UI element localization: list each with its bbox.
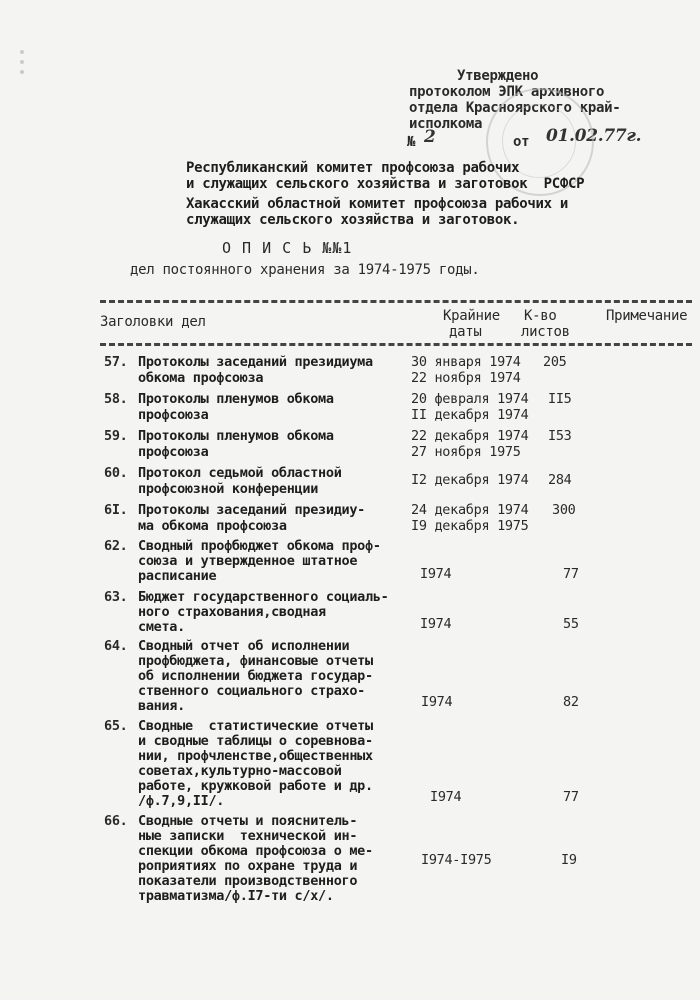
row-title-line: Сводный профбюджет обкома проф-: [138, 538, 381, 554]
row-title-line: ные записки технической ин-: [138, 828, 358, 844]
row-title-line: ма обкома профсоюза: [138, 518, 287, 534]
row-title-line: Протокол седьмой областной: [138, 465, 342, 481]
approval-date-prefix: от: [513, 134, 530, 150]
row-sheet-count: 284: [548, 472, 572, 488]
row-title-line: ного страхования,сводная: [138, 604, 326, 620]
row-title-line: ственного социального страхо-: [138, 683, 366, 699]
row-number: 60.: [104, 465, 128, 481]
row-date-line: 22 ноября 1974: [411, 370, 521, 386]
row-date-line: II декабря 1974: [411, 407, 529, 423]
approval-number-prefix: №: [407, 134, 416, 150]
row-title-line: спекции обкома профсоюза о ме-: [138, 843, 373, 859]
row-title-line: Протоколы пленумов обкома: [138, 391, 334, 407]
row-sheet-count: 300: [552, 502, 576, 518]
row-sheet-count: I53: [548, 428, 572, 444]
org-line-3: Хакасский областной комитет профсоюза рабочих и: [186, 196, 569, 212]
row-title-line: профсоюза: [138, 444, 209, 460]
row-date-line: I9 декабря 1975: [411, 518, 529, 534]
row-date-line: 20 февраля 1974: [411, 391, 529, 407]
document-subtitle: дел постоянного хранения за 1974-1975 годы.: [130, 262, 480, 278]
header-count-1: К-во: [524, 308, 557, 324]
margin-pencil-marks: [14, 44, 54, 90]
row-title-line: профбюджета, финансовые отчеты: [138, 653, 373, 669]
row-title-line: об исполнении бюджета государ-: [138, 668, 373, 684]
row-date-line: 24 декабря 1974: [411, 502, 529, 518]
row-number: 66.: [104, 813, 128, 829]
org-line-4: служащих сельского хозяйства и заготовок.: [186, 212, 520, 228]
row-title-line: Протоколы заседаний президиума: [138, 354, 373, 370]
org-line-1: Республиканский комитет профсоюза рабочих: [186, 160, 520, 176]
row-number: 59.: [104, 428, 128, 444]
row-number: 62.: [104, 538, 128, 554]
row-sheet-count: II5: [548, 391, 572, 407]
approval-line-2: протоколом ЭПК архивного: [409, 84, 605, 100]
row-title-line: работе, кружковой работе и др.: [138, 778, 373, 794]
row-title-line: нии, профчленстве,общественных: [138, 748, 373, 764]
row-date-line: 27 ноября 1975: [411, 444, 521, 460]
row-date-line: 22 декабря 1974: [411, 428, 529, 444]
row-date-line: 30 января 1974: [411, 354, 521, 370]
row-sheet-count: 77: [563, 566, 579, 582]
approval-date: 01.02.77г.: [546, 126, 642, 146]
row-sheet-count: 55: [563, 616, 579, 632]
row-sheet-count: 82: [563, 694, 579, 710]
row-number: 58.: [104, 391, 128, 407]
row-title-line: Сводные статистические отчеты: [138, 718, 373, 734]
row-date-line: I974: [420, 616, 452, 632]
row-title-line: роприятиях по охране труда и: [138, 858, 358, 874]
header-dates-2: даты: [449, 324, 482, 340]
org-line-2: и служащих сельского хозяйства и заготовок РСФСР: [186, 176, 585, 192]
row-title-line: Бюджет государственного социаль-: [138, 589, 389, 605]
header-count-2: листов: [521, 324, 570, 340]
row-number: 63.: [104, 589, 128, 605]
document-title: О П И С Ь №№1: [222, 239, 353, 257]
approval-line-4: исполкома: [409, 116, 483, 132]
row-title-line: травматизма/ф.I7-ти с/х/.: [138, 888, 334, 904]
approval-number: 2: [424, 127, 436, 147]
row-date-line: I974: [420, 566, 452, 582]
row-title-line: профсоюза: [138, 407, 209, 423]
row-title-line: вания.: [138, 698, 185, 714]
row-title-line: Сводный отчет об исполнении: [138, 638, 350, 654]
row-date-line: I2 декабря 1974: [411, 472, 529, 488]
row-title-line: расписание: [138, 568, 217, 584]
row-date-line: I974-I975: [421, 852, 492, 868]
approval-line-1: Утверждено: [457, 68, 539, 84]
row-title-line: показатели производственного: [138, 873, 358, 889]
row-title-line: союза и утвержденное штатное: [138, 553, 358, 569]
header-bottom-rule: [100, 343, 692, 346]
row-date-line: I974: [430, 789, 462, 805]
row-title-line: Протоколы заседаний президиу-: [138, 502, 366, 518]
row-title-line: советах,культурно-массовой: [138, 763, 342, 779]
row-number: 65.: [104, 718, 128, 734]
row-date-line: I974: [421, 694, 453, 710]
approval-line-3: отдела Красноярского край-: [409, 100, 621, 116]
row-sheet-count: 205: [543, 354, 567, 370]
row-title-line: /ф.7,9,II/.: [138, 793, 225, 809]
row-title-line: обкома профсоюза: [138, 370, 264, 386]
header-note: Примечание: [606, 308, 688, 324]
row-number: 6I.: [104, 502, 128, 518]
header-titles: Заголовки дел: [100, 314, 206, 330]
row-title-line: Сводные отчеты и пояснитель-: [138, 813, 358, 829]
header-dates-1: Крайние: [443, 308, 500, 324]
row-title-line: смета.: [138, 619, 185, 635]
row-title-line: профсоюзной конференции: [138, 481, 319, 497]
row-title-line: Протоколы пленумов обкома: [138, 428, 334, 444]
header-top-rule: [100, 300, 692, 303]
row-number: 57.: [104, 354, 128, 370]
row-title-line: и сводные таблицы о соревнова-: [138, 733, 373, 749]
row-sheet-count: 77: [563, 789, 579, 805]
row-sheet-count: I9: [561, 852, 577, 868]
row-number: 64.: [104, 638, 128, 654]
